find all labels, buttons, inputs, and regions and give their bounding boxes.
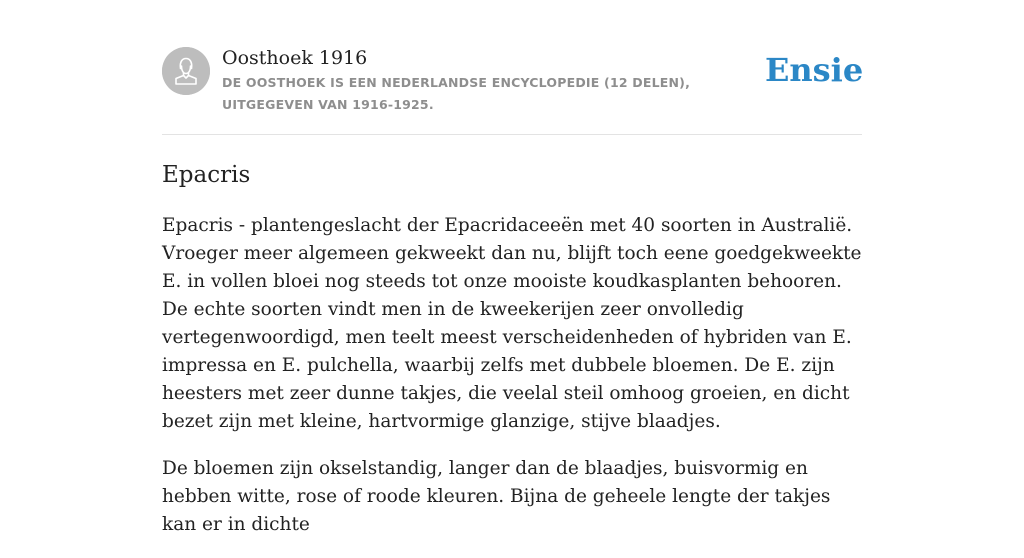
article-body: [162, 212, 862, 558]
source-name[interactable]: Oosthoek 1916: [222, 47, 368, 69]
source-header: [162, 0, 862, 135]
article-paragraph: De bloemen zijn okselstandig, langer dan de blaadjes, buisvormig en hebben witte, rose of roode kleuren. Bijna de geheele lengte der takjes kan er in dichte: [162, 458, 831, 535]
person-icon: [162, 47, 210, 95]
article-paragraph: Epacris - plantengeslacht der Epacridaceeën met 40 soorten in Australië. Vroeger meer algemeen gekweekt dan nu, blijft toch eene goedgekweekte E. in vollen bloei nog steeds tot onze mooiste koudkasplanten behooren. De echte soorten vindt men in de kweekerijen zeer onvolledig vertegenwoordigd, men teelt meest verscheidenheden of hybriden van E. impressa en E. pulchella, waarbij zelfs met dubbele bloemen. De E. zijn heesters met zeer dunne takjes, die veelal steil omhoog groeien, en dicht bezet zijn met kleine, hartvormige glanzige, stijve blaadjes.: [162, 215, 862, 432]
article-container: [162, 0, 864, 535]
user-avatar-icon[interactable]: [162, 47, 210, 95]
article-title: Epacris: [162, 162, 251, 188]
source-description: DE OOSTHOEK IS EEN NEDERLANDSE ENCYCLOPEDIE (12 DELEN), UITGEGEVEN VAN 1916-1925.: [222, 75, 691, 112]
ensie-logo[interactable]: Ensie: [765, 51, 864, 89]
